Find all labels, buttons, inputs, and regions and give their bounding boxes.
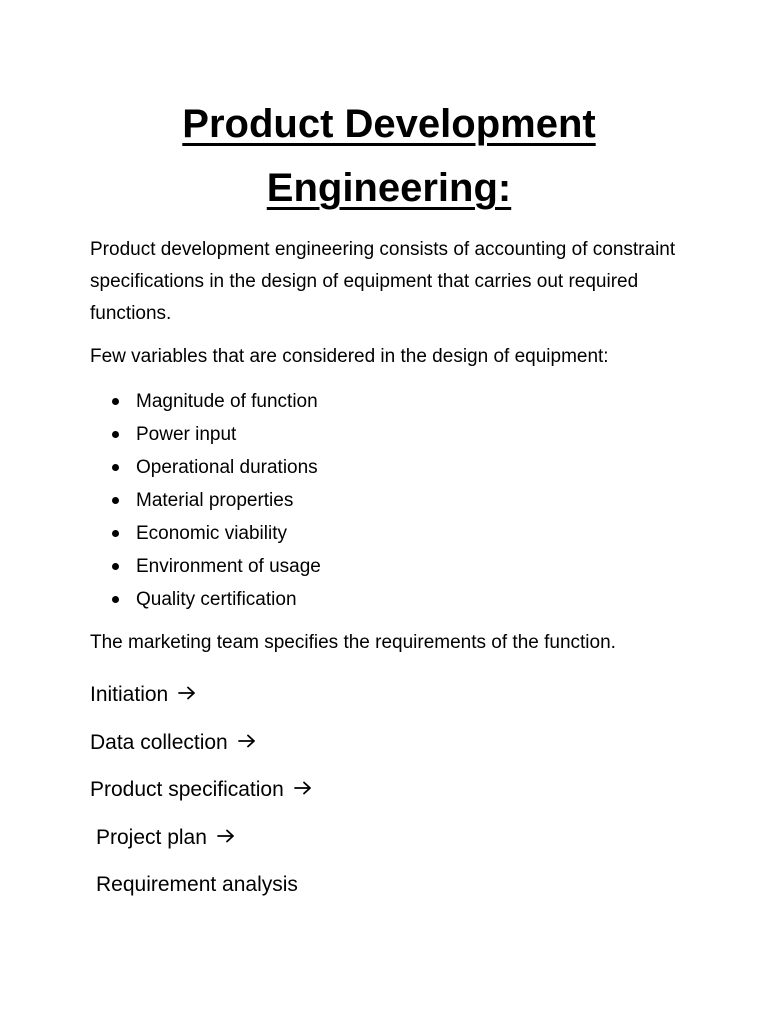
title-line-2: Engineering: [266,166,512,210]
step-label: Requirement analysis [96,873,298,896]
step-label: Product specification [90,778,284,801]
variables-list [90,385,688,616]
list-item [112,451,688,484]
bullet-icon [112,431,119,438]
list-item [112,517,688,550]
list-item [112,583,688,616]
page-title [90,0,688,220]
intro-paragraph: Product development engineering consists of accounting of constraint specifications in the design of equipment that carries out required functions. [90,239,676,324]
step-label: Project plan [96,825,207,849]
list-item-label: Power input [136,424,237,445]
process-step-project-plan [90,814,688,862]
list-item-label: Environment of usage [136,556,321,577]
bullet-icon [112,398,119,405]
bullet-icon [112,596,119,603]
bullet-icon [112,530,119,537]
bullet-icon [112,497,119,504]
process-step-requirement-analysis [90,861,688,909]
step-label: Data collection [90,730,228,754]
process-step-product-specification [90,766,688,814]
title-line-1: Product Development [182,102,596,146]
process-step-initiation [90,671,688,719]
step-label: Initiation [90,683,169,706]
list-item [112,385,688,418]
list-item-label: Magnitude of function [136,391,318,412]
process-steps [90,671,688,909]
bullet-icon [112,563,119,570]
list-item [112,418,688,451]
list-item-label: Economic viability [136,523,287,544]
list-item [112,484,688,517]
list-item-label: Operational durations [136,457,318,478]
bullet-icon [112,464,119,471]
list-item [112,550,688,583]
arrow-right-icon [238,734,256,748]
process-step-data-collection [90,719,688,767]
list-item-label: Material properties [136,490,294,511]
marketing-paragraph: The marketing team specifies the requirements of the function. [90,632,616,653]
list-item-label: Quality certification [136,589,297,610]
arrow-right-icon [294,781,312,795]
arrow-right-icon [178,686,196,700]
arrow-right-icon [217,829,235,843]
variables-heading: Few variables that are considered in the design of equipment: [90,346,609,367]
